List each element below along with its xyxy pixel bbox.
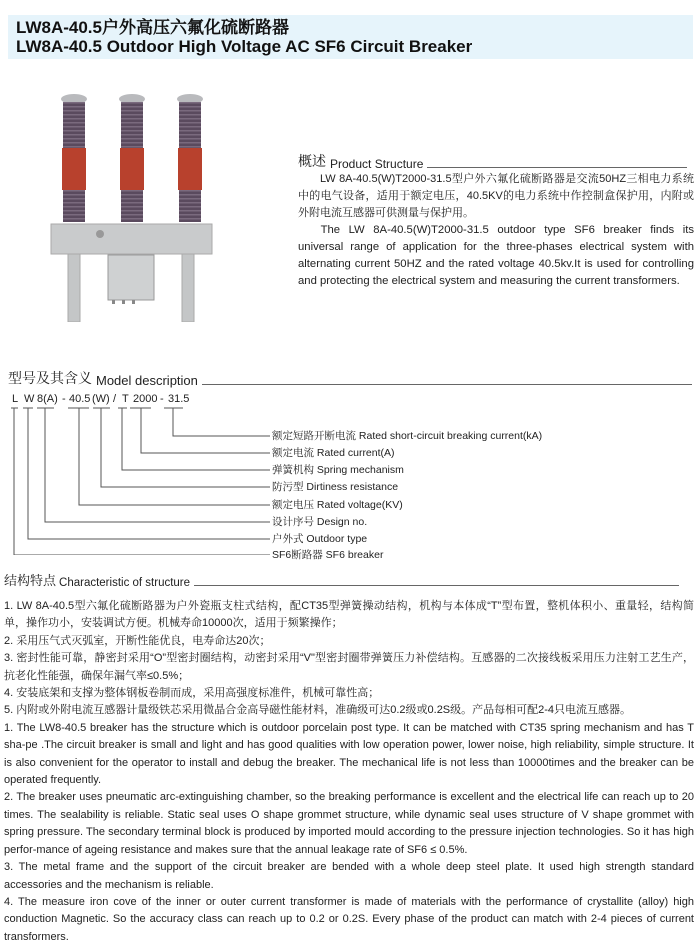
title-cn: LW8A-40.5户外高压六氟化硫断路器 [16, 18, 289, 37]
model-connector-lines [0, 405, 275, 555]
code-part: - [62, 393, 66, 405]
legend-item: 额定短路开断电流 Rated short-circuit breaking current(kA) [272, 430, 543, 442]
characteristic-item-cn: 2. 采用压气式灭弧室，开断性能优良，电寿命达20次； [4, 634, 271, 647]
characteristic-heading [4, 570, 679, 589]
code-part: 40.5 [69, 393, 91, 405]
code-part: - [160, 393, 164, 405]
code-part: L [12, 393, 19, 405]
legend-item: 户外式 Outdoor type [272, 533, 368, 545]
overview-paragraph-cn: LW 8A-40.5(W)T2000-31.5型户外六氟化硫断路器是交流50HZ三相电力系统中的电气设备，适用于额定电压，40.5KV的电力系统中作控制盒保护用，内附或外附电流互感器可供测量与保护用。 [298, 173, 694, 219]
legend-item: 弹簧机构 Spring mechanism [272, 464, 404, 476]
code-part: / [113, 393, 117, 405]
code-part: 2000 [133, 393, 158, 405]
characteristic-item-cn: 3. 密封性能可靠，静密封采用“O”型密封圈结构，动密封采用“V"型密封圈带弹簧压力补偿结构。互感器的二次接线板采用压力注射工艺生产，抗老化性能强，确保年漏气率≤0.5%； [4, 652, 694, 682]
characteristic-title-en: Characteristic of structure [59, 577, 191, 589]
characteristic-title-cn: 结构特点 [4, 573, 57, 588]
code-part: W [24, 393, 35, 405]
characteristic-item-cn: 4. 安装底架和支撑为整体钢板卷制而成，采用高强度标准件，机械可靠性高； [4, 687, 380, 700]
model-heading [8, 368, 692, 388]
legend-item: 防污型 Dirtiness resistance [272, 481, 399, 493]
code-part: 31.5 [168, 393, 190, 405]
heading-rule [194, 584, 679, 586]
characteristic-item-en: 3. The metal frame and the support of the circuit breaker are bended with a whole deep steel plate. It used high strength standard accessories and the mechanism is reliable. [4, 861, 694, 891]
characteristic-item-en: 1. The LW8-40.5 breaker has the structure which is outdoor porcelain post type. It can be matched with CT35 spring mechanism and has T sha-pe .The circuit breaker is small and light and has good qualities with low operation power, lower noise, high reliability, simple structure. It is also convenient for the operator to install and debug the breaker. The mechanical life is not less than 10000times and the breaker can be operated frequently. [4, 721, 694, 787]
legend-item: 设计序号 Design no. [272, 516, 368, 528]
model-title-cn: 型号及其含义 [8, 370, 92, 386]
characteristic-item-en: 2. The breaker uses pneumatic arc-extinguishing chamber, so the breaking performance is excellent and the electrical life can reach up to 20 times. The sealability is reliable. Static seal uses O shape grommet structure, while dynamic seal uses structure of V shape grommet with spring pressure. The secondary terminal block is produced by imported mould according to the pressure injection technologies. So it has high perfor-mance of ageing resistance and makes sure that the annual leakage rate of SF6 ≤ 0.5%. [4, 791, 694, 856]
code-part: 8(A) [37, 393, 58, 405]
overview-paragraph-en: The LW 8A-40.5(W)T2000-31.5 outdoor type SF6 breaker finds its universal range of application for the three-phases electrical system with alternating current 50HZ and the rated voltage 40.5kv.It is used for controlling and protecting the electrical system and measuring the current transformers. [298, 224, 694, 287]
legend-item: 额定电压 Rated voltage(KV) [272, 499, 403, 511]
circuit-breaker-photo [0, 62, 280, 322]
overview-title-en: Product Structure [330, 157, 424, 171]
code-part: T [122, 393, 129, 405]
heading-rule [202, 383, 692, 385]
characteristic-item-cn: 1. LW 8A-40.5型六氟化硫断路器为户外瓷瓶支柱式结构，配CT35型弹簧操动结构，机构与本体成“T”型布置，整机体积小、重量轻，结构简单，操作功小，安装调试方便。机械寿命10000次，适用于频繁操作； [4, 600, 694, 630]
pole-3 [177, 94, 203, 222]
overview-title-cn: 概述 [298, 153, 326, 169]
heading-rule [427, 166, 687, 168]
characteristics-list [4, 598, 694, 946]
characteristic-item-cn: 5. 内附或外附电流互感器计量级铁芯采用微晶合金高导磁性能材料，准确级可达0.2级或0.2S级。产品每相可配2-4只电流互感器。 [4, 704, 632, 717]
model-title-en: Model description [96, 373, 198, 388]
characteristic-item-en: 4. The measure iron cove of the inner or outer current transformer is made of materials with the performance of crystallite (alloy) high conduction Magnetic. So the accuracy class can reach up to 0.2 or 0.2S. Every phase of the product can match with 2-4 pieces of current transformers. [4, 895, 694, 943]
legend-item: 额定电流 Rated current(A) [272, 447, 395, 459]
legend-item: SF6断路器 SF6 breaker [272, 549, 384, 561]
title-en: LW8A-40.5 Outdoor High Voltage AC SF6 Circuit Breaker [16, 37, 473, 56]
code-part: (W) [92, 393, 110, 405]
overview-heading [298, 151, 687, 171]
pole-1 [61, 94, 87, 222]
title-banner [8, 15, 693, 59]
pole-2 [119, 94, 145, 222]
